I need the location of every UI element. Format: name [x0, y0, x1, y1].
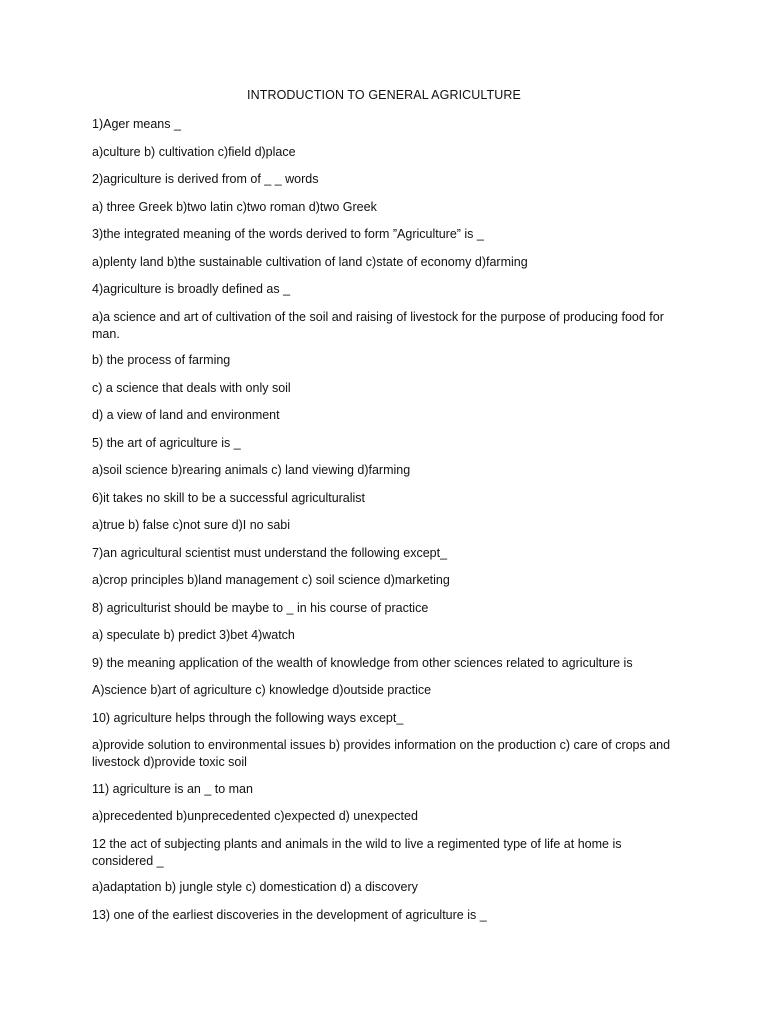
option-4a: a)a science and art of cultivation of the soil and raising of livestock for the purpose of producing food for man.	[92, 309, 664, 341]
options-6: a)true b) false c)not sure d)I no sabi	[92, 518, 291, 532]
options-9: A)science b)art of agriculture c) knowledge d)outside practice	[92, 683, 432, 697]
option-4b: b) the process of farming	[92, 353, 231, 367]
options-2: a) three Greek b)two latin c)two roman d)two Greek	[92, 199, 377, 214]
question-12: 12 the act of subjecting plants and animals in the wild to live a regimented type of life at home is considered _	[92, 836, 622, 868]
question-10: 10) agriculture helps through the following ways except_	[92, 710, 404, 725]
question-11: 11) agriculture is an _ to man	[92, 781, 253, 796]
options-7: a)crop principles b)land management c) soil science d)marketing	[92, 573, 450, 587]
question-1: 1)Ager means _	[92, 117, 181, 131]
question-2: 2)agriculture is derived from of _ _ words	[92, 172, 319, 186]
option-4c: c) a science that deals with only soil	[92, 380, 291, 395]
question-8: 8) agriculturist should be maybe to _ in his course of practice	[92, 600, 429, 615]
question-9: 9) the meaning application of the wealth of knowledge from other sciences related to agriculture is	[92, 655, 633, 670]
options-11: a)precedented b)unprecedented c)expected d) unexpected	[92, 809, 418, 823]
options-12: a)adaptation b) jungle style c) domestication d) a discovery	[92, 880, 418, 894]
question-list	[92, 116, 682, 934]
question-4: 4)agriculture is broadly defined as _	[92, 282, 291, 296]
question-3: 3)the integrated meaning of the words derived to form ”Agriculture” is _	[92, 227, 484, 241]
question-13: 13) one of the earliest discoveries in the development of agriculture is _	[92, 907, 487, 922]
options-10: a)provide solution to environmental issues b) provides information on the production c) care of crops and livestock d)provide toxic soil	[92, 738, 671, 769]
options-1: a)culture b) cultivation c)field d)place	[92, 144, 296, 159]
question-5: 5) the art of agriculture is _	[92, 435, 241, 450]
question-6: 6)it takes no skill to be a successful agriculturalist	[92, 490, 366, 505]
options-3: a)plenty land b)the sustainable cultivation of land c)state of economy d)farming	[92, 254, 528, 269]
question-7: 7)an agricultural scientist must understand the following except_	[92, 545, 448, 560]
options-8: a) speculate b) predict 3)bet 4)watch	[92, 628, 295, 642]
option-4d: d) a view of land and environment	[92, 408, 280, 422]
document-title: INTRODUCTION TO GENERAL AGRICULTURE	[247, 88, 521, 102]
options-5: a)soil science b)rearing animals c) land viewing d)farming	[92, 463, 411, 477]
